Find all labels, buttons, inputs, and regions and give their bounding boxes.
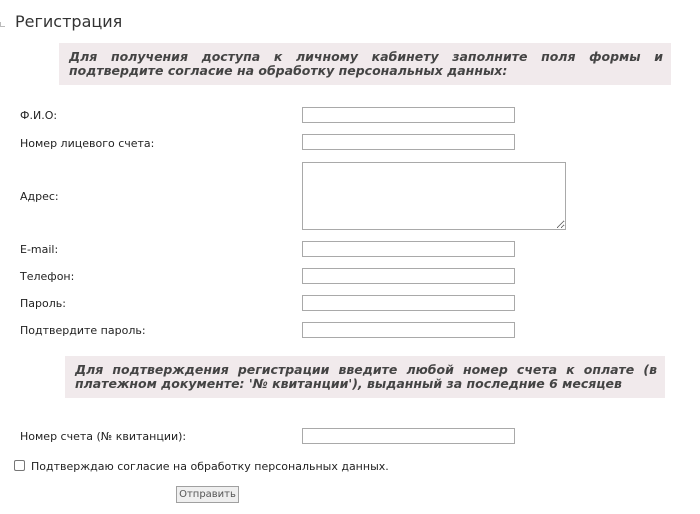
instructions-notice: Для получения доступа к личному кабинету заполните поля формы и подтвердите согласие на обработку персональных данных: bbox=[59, 43, 671, 85]
fio-label: Ф.И.О: bbox=[20, 109, 58, 122]
address-textarea[interactable] bbox=[302, 162, 566, 230]
fio-input[interactable] bbox=[302, 107, 515, 123]
submit-button[interactable]: Отправить bbox=[176, 486, 239, 503]
invoice-number-label: Номер счета (№ квитанции): bbox=[20, 430, 187, 443]
phone-label: Телефон: bbox=[20, 270, 75, 283]
consent-label[interactable]: Подтверждаю согласие на обработку персональных данных. bbox=[31, 460, 389, 473]
confirm-password-label: Подтвердите пароль: bbox=[20, 324, 146, 337]
consent-checkbox[interactable] bbox=[14, 460, 25, 471]
confirm-password-input[interactable] bbox=[302, 322, 515, 338]
password-input[interactable] bbox=[302, 295, 515, 311]
account-number-label: Номер лицевого счета: bbox=[20, 137, 155, 150]
corner-mark bbox=[0, 22, 5, 27]
account-number-input[interactable] bbox=[302, 134, 515, 150]
page-title: Регистрация bbox=[15, 12, 123, 31]
address-label: Адрес: bbox=[20, 190, 59, 203]
email-input[interactable] bbox=[302, 241, 515, 257]
phone-input[interactable] bbox=[302, 268, 515, 284]
confirmation-notice: Для подтверждения регистрации введите любой номер счета к оплате (в платежном документе: '№ квитанции'), выданный за последние 6 месяцев bbox=[65, 356, 665, 398]
email-label: E-mail: bbox=[20, 243, 59, 256]
invoice-number-input[interactable] bbox=[302, 428, 515, 444]
password-label: Пароль: bbox=[20, 297, 66, 310]
